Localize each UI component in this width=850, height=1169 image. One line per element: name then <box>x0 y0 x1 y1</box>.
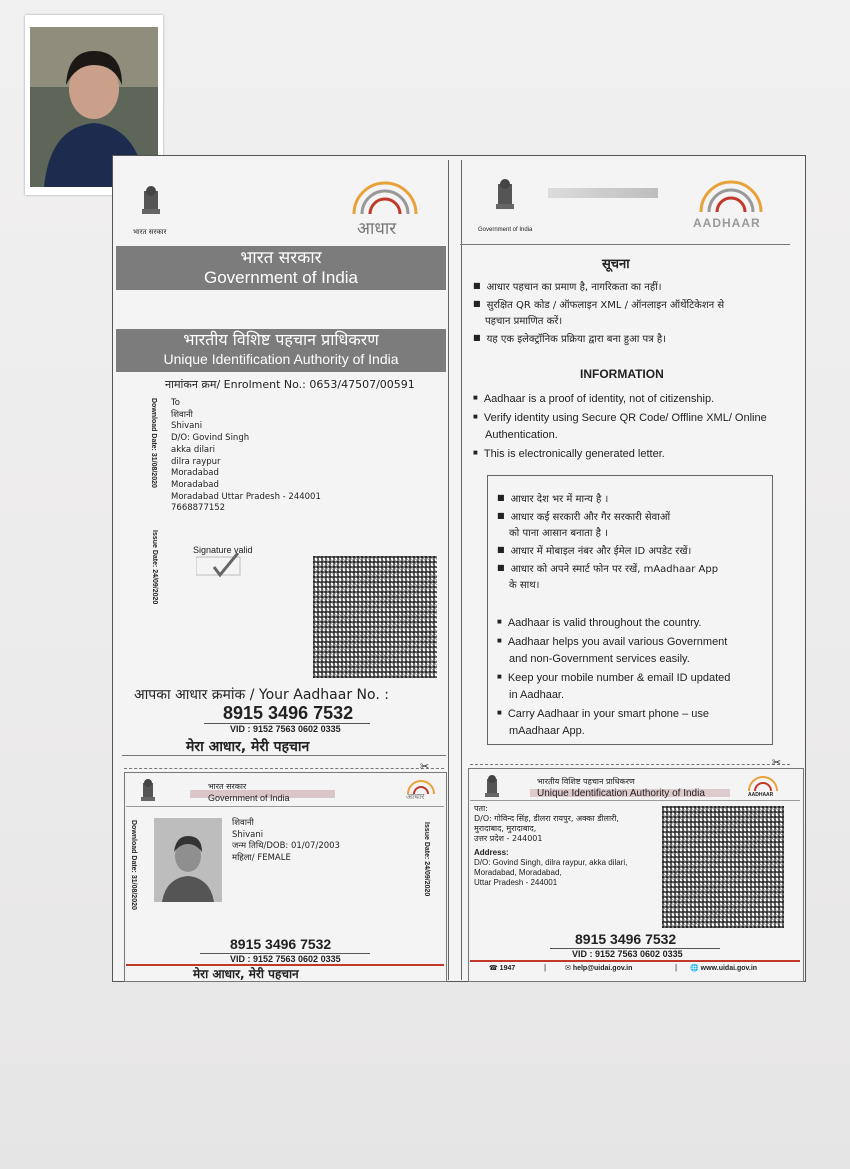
footer-web-address: www.uidai.gov.in <box>700 965 758 972</box>
emblem-icon <box>490 178 520 222</box>
address-line: Moradabad Uttar Pradesh - 244001 <box>171 491 321 502</box>
box-item: ■ आधार में मोबाइल नंबर और ईमेल ID अपडेट रखें। <box>497 542 718 560</box>
globe-icon: 🌐 <box>690 965 701 972</box>
notice-list <box>473 278 724 348</box>
card-download-date: Download Date: 31/08/2020 <box>130 820 137 910</box>
address-line: dilra raypur <box>171 456 221 467</box>
tagline: मेरा आधार, मेरी पहचान <box>186 739 310 755</box>
card-address-hindi <box>474 804 619 844</box>
redaction-mark <box>548 188 658 198</box>
notice-title: सूचना <box>602 257 630 272</box>
card-qr-code <box>662 806 784 928</box>
card-photo <box>154 818 222 902</box>
gov-hindi: भारत सरकार <box>240 248 322 268</box>
rule <box>460 244 790 245</box>
addr-label: Address: <box>474 848 509 857</box>
aadhaar-logo-icon <box>348 180 423 218</box>
info-item: Authentication. <box>485 429 558 441</box>
addr-label: पता: <box>474 804 488 813</box>
cut-line <box>470 764 790 765</box>
card-address-english <box>474 848 627 888</box>
uidai-hindi: भारतीय विशिष्ट पहचान प्राधिकरण <box>183 330 379 349</box>
card-issue-date: Issue Date: 24/09/2020 <box>423 822 430 897</box>
box-item: ■ Aadhaar is valid throughout the country. <box>497 613 730 632</box>
box-item: ■ आधार को अपने स्मार्ट फोन पर रखें, mAadhaar App <box>497 560 718 578</box>
info-list <box>473 389 767 463</box>
card-dob: जन्म तिथि/DOB: 01/07/2003 <box>232 841 340 851</box>
box-item: ■ आधार देश भर में मान्य है । <box>497 490 718 508</box>
card-vid: VID : 9152 7563 0602 0335 <box>572 949 683 959</box>
emblem-icon <box>137 778 159 808</box>
rule <box>122 755 446 756</box>
card-red-rule <box>470 960 800 962</box>
emblem-caption: Government of India <box>478 227 533 233</box>
address-line: To <box>171 398 180 408</box>
aadhaar-number: 8915 3496 7532 <box>223 703 354 723</box>
box-item: के साथ। <box>509 580 540 591</box>
addr-line: D/O: Govind Singh, dilra raypur, akka dilari, <box>474 858 628 867</box>
footer-divider: | <box>675 963 678 972</box>
addr-line: D/O: गोविन्द सिंह, डीलरा रायपुर, अक्का डीलारी, <box>474 814 619 823</box>
footer-phone-number: 1947 <box>499 965 516 972</box>
notice-item: ■ यह एक इलेक्ट्रॉनिक प्रक्रिया द्वारा बना हुआ पत्र है। <box>473 330 724 348</box>
address-line: akka dilari <box>171 444 215 455</box>
vid-number: VID : 9152 7563 0602 0335 <box>230 724 341 734</box>
gov-band <box>116 246 446 290</box>
info-box-hindi <box>497 490 718 594</box>
mail-icon: ✉ <box>565 965 573 972</box>
enrolment-number: नामांकन क्रम/ Enrolment No.: 0653/47507/00591 <box>165 378 415 391</box>
card-gov-english: Government of India <box>208 793 290 803</box>
issue-date: Issue Date: 24/09/2020 <box>151 530 158 605</box>
box-item: ■ आधार कई सरकारी और गैर सरकारी सेवाओं <box>497 508 718 526</box>
box-item: ■ Aadhaar helps you avail various Government <box>497 632 730 651</box>
card-logo-text: आधार <box>406 792 425 801</box>
address-block <box>171 398 321 515</box>
notice-item: ■ आधार पहचान का प्रमाण है, नागरिकता का नहीं। <box>473 278 724 296</box>
card-gender: महिला/ FEMALE <box>232 852 291 863</box>
address-line: Moradabad <box>171 479 219 490</box>
card-aadhaar-number: 8915 3496 7532 <box>575 931 677 947</box>
addr-line: Uttar Pradesh - 244001 <box>474 878 558 887</box>
notice-item: ■ सुरक्षित QR कोड / ऑफलाइन XML / ऑनलाइन ऑथेंटिकेशन से <box>473 296 724 314</box>
info-item: ■ Verify identity using Secure QR Code/ Offline XML/ Online <box>473 408 767 427</box>
signature-check-icon <box>196 553 244 579</box>
box-item: mAadhaar App. <box>509 725 585 737</box>
card-logo-text: AADHAAR <box>748 792 774 798</box>
info-box-english <box>497 613 730 740</box>
emblem-icon <box>136 185 166 225</box>
aadhaar-logo-text: AADHAAR <box>693 216 761 230</box>
info-item: ■ Aadhaar is a proof of identity, not of citizenship. <box>473 389 767 408</box>
address-line: Shivani <box>171 421 203 432</box>
address-line: Moradabad <box>171 468 219 479</box>
signature-valid: Signature valid <box>193 545 253 555</box>
footer-email-address: help@uidai.gov.in <box>572 965 633 972</box>
card-uidai-hindi: भारतीय विशिष्ट पहचान प्राधिकरण <box>537 777 635 786</box>
aadhaar-logo-icon <box>746 775 780 793</box>
box-item: को पाना आसान बनाता है । <box>509 528 608 539</box>
aadhaar-logo-icon <box>695 178 767 216</box>
footer-phone <box>489 964 515 972</box>
card-gov-hindi: भारत सरकार <box>208 782 247 791</box>
box-item: and non-Government services easily. <box>509 653 690 665</box>
card-name-hindi: शिवानी <box>232 818 254 828</box>
info-item: ■ This is electronically generated letter. <box>473 444 767 463</box>
aadhaar-number-label: आपका आधार क्रमांक / Your Aadhaar No. : <box>134 687 389 703</box>
addr-line: Moradabad, Moradabad, <box>474 868 562 877</box>
address-line: शिवानी <box>171 409 193 420</box>
addr-line: उत्तर प्रदेश - 244001 <box>474 834 543 843</box>
rule <box>470 800 800 801</box>
box-item: ■ Carry Aadhaar in your smart phone – use <box>497 704 730 723</box>
box-item: ■ Keep your mobile number & email ID updated <box>497 668 730 687</box>
fold-divider <box>448 160 462 980</box>
addr-line: मुरादाबाद, मुरादाबाद, <box>474 824 537 833</box>
card-details <box>232 818 340 864</box>
info-title: INFORMATION <box>580 367 664 381</box>
cut-line <box>124 768 444 769</box>
card-uidai-english: Unique Identification Authority of India <box>537 788 705 799</box>
rule <box>126 806 444 807</box>
card-tagline: मेरा आधार, मेरी पहचान <box>193 967 299 981</box>
card-aadhaar-number: 8915 3496 7532 <box>230 936 332 952</box>
phone-icon: ☎ <box>489 965 500 972</box>
card-vid: VID : 9152 7563 0602 0335 <box>230 954 341 964</box>
footer-divider: | <box>544 963 547 972</box>
address-line: D/O: Govind Singh <box>171 433 250 444</box>
footer-web <box>690 964 757 972</box>
notice-item: पहचान प्रमाणित करें। <box>485 316 563 327</box>
uidai-english: Unique Identification Authority of India <box>163 351 399 367</box>
uidai-band <box>116 329 446 372</box>
scissors-icon: ✂ <box>772 757 782 769</box>
download-date: Download Date: 31/08/2020 <box>150 398 157 488</box>
gov-english: Government of India <box>203 268 359 287</box>
card-name: Shivani <box>232 829 264 840</box>
footer-email <box>565 964 632 972</box>
box-item: in Aadhaar. <box>509 689 565 701</box>
address-line: 7668877152 <box>171 503 226 514</box>
emblem-caption: भारत सरकार <box>133 228 167 236</box>
aadhaar-logo-text: आधार <box>357 219 397 239</box>
qr-code <box>313 556 437 678</box>
scissors-icon: ✂ <box>420 761 430 773</box>
